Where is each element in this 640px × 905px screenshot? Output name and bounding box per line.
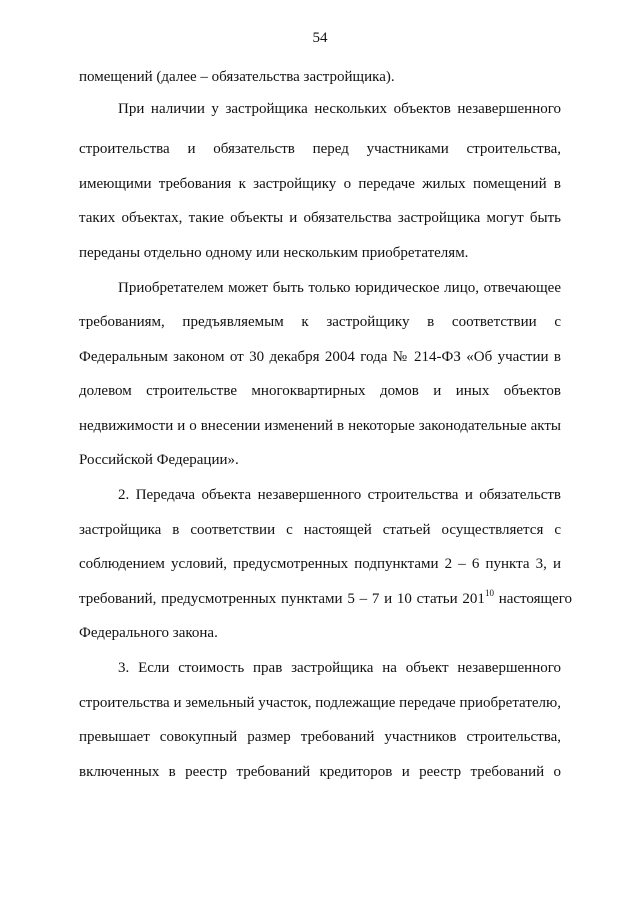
- text-line: превышает совокупный размер требований участников строительства,: [79, 729, 561, 745]
- text-line: помещений (далее – обязательства застройщика).: [79, 69, 395, 85]
- text-line: Федеральным законом от 30 декабря 2004 года № 214-ФЗ «Об участии в: [79, 349, 561, 365]
- text-line: соблюдением условий, предусмотренных подпунктами 2 – 6 пункта 3, и: [79, 556, 561, 572]
- text-line: включенных в реестр требований кредиторов и реестр требований о: [79, 764, 561, 780]
- text-line: требованиям, предъявляемым к застройщику в соответствии с: [79, 314, 561, 330]
- text-segment: требований, предусмотренных пунктами 5 – 7 и 10 статьи 201: [79, 591, 485, 607]
- paragraph-first-line: 3. Если стоимость прав застройщика на объект незавершенного: [118, 660, 561, 676]
- text-line: переданы отдельно одному или нескольким приобретателям.: [79, 245, 469, 261]
- text-line: застройщика в соответствии с настоящей статьей осуществляется с: [79, 522, 561, 538]
- text-line: Федерального закона.: [79, 625, 218, 641]
- paragraph-first-line: 2. Передача объекта незавершенного строительства и обязательств: [118, 487, 561, 503]
- text-line: Российской Федерации».: [79, 452, 239, 468]
- superscript: 10: [484, 588, 494, 598]
- text-line: недвижимости и о внесении изменений в некоторые законодательные акты: [79, 418, 561, 434]
- text-line-with-superscript: [79, 588, 572, 608]
- text-segment: настоящего: [493, 591, 572, 607]
- text-line: долевом строительстве многоквартирных домов и иных объектов: [79, 383, 561, 399]
- paragraph-first-line: При наличии у застройщика нескольких объектов незавершенного: [118, 101, 561, 117]
- text-line: строительства и обязательств перед участниками строительства,: [79, 141, 561, 157]
- page-number: 54: [312, 30, 328, 46]
- text-line: имеющими требования к застройщику о передаче жилых помещений в: [79, 176, 561, 192]
- text-line: таких объектах, такие объекты и обязательства застройщика могут быть: [79, 210, 561, 226]
- paragraph-first-line: Приобретателем может быть только юридическое лицо, отвечающее: [118, 280, 561, 296]
- text-line: строительства и земельный участок, подлежащие передаче приобретателю,: [79, 695, 561, 711]
